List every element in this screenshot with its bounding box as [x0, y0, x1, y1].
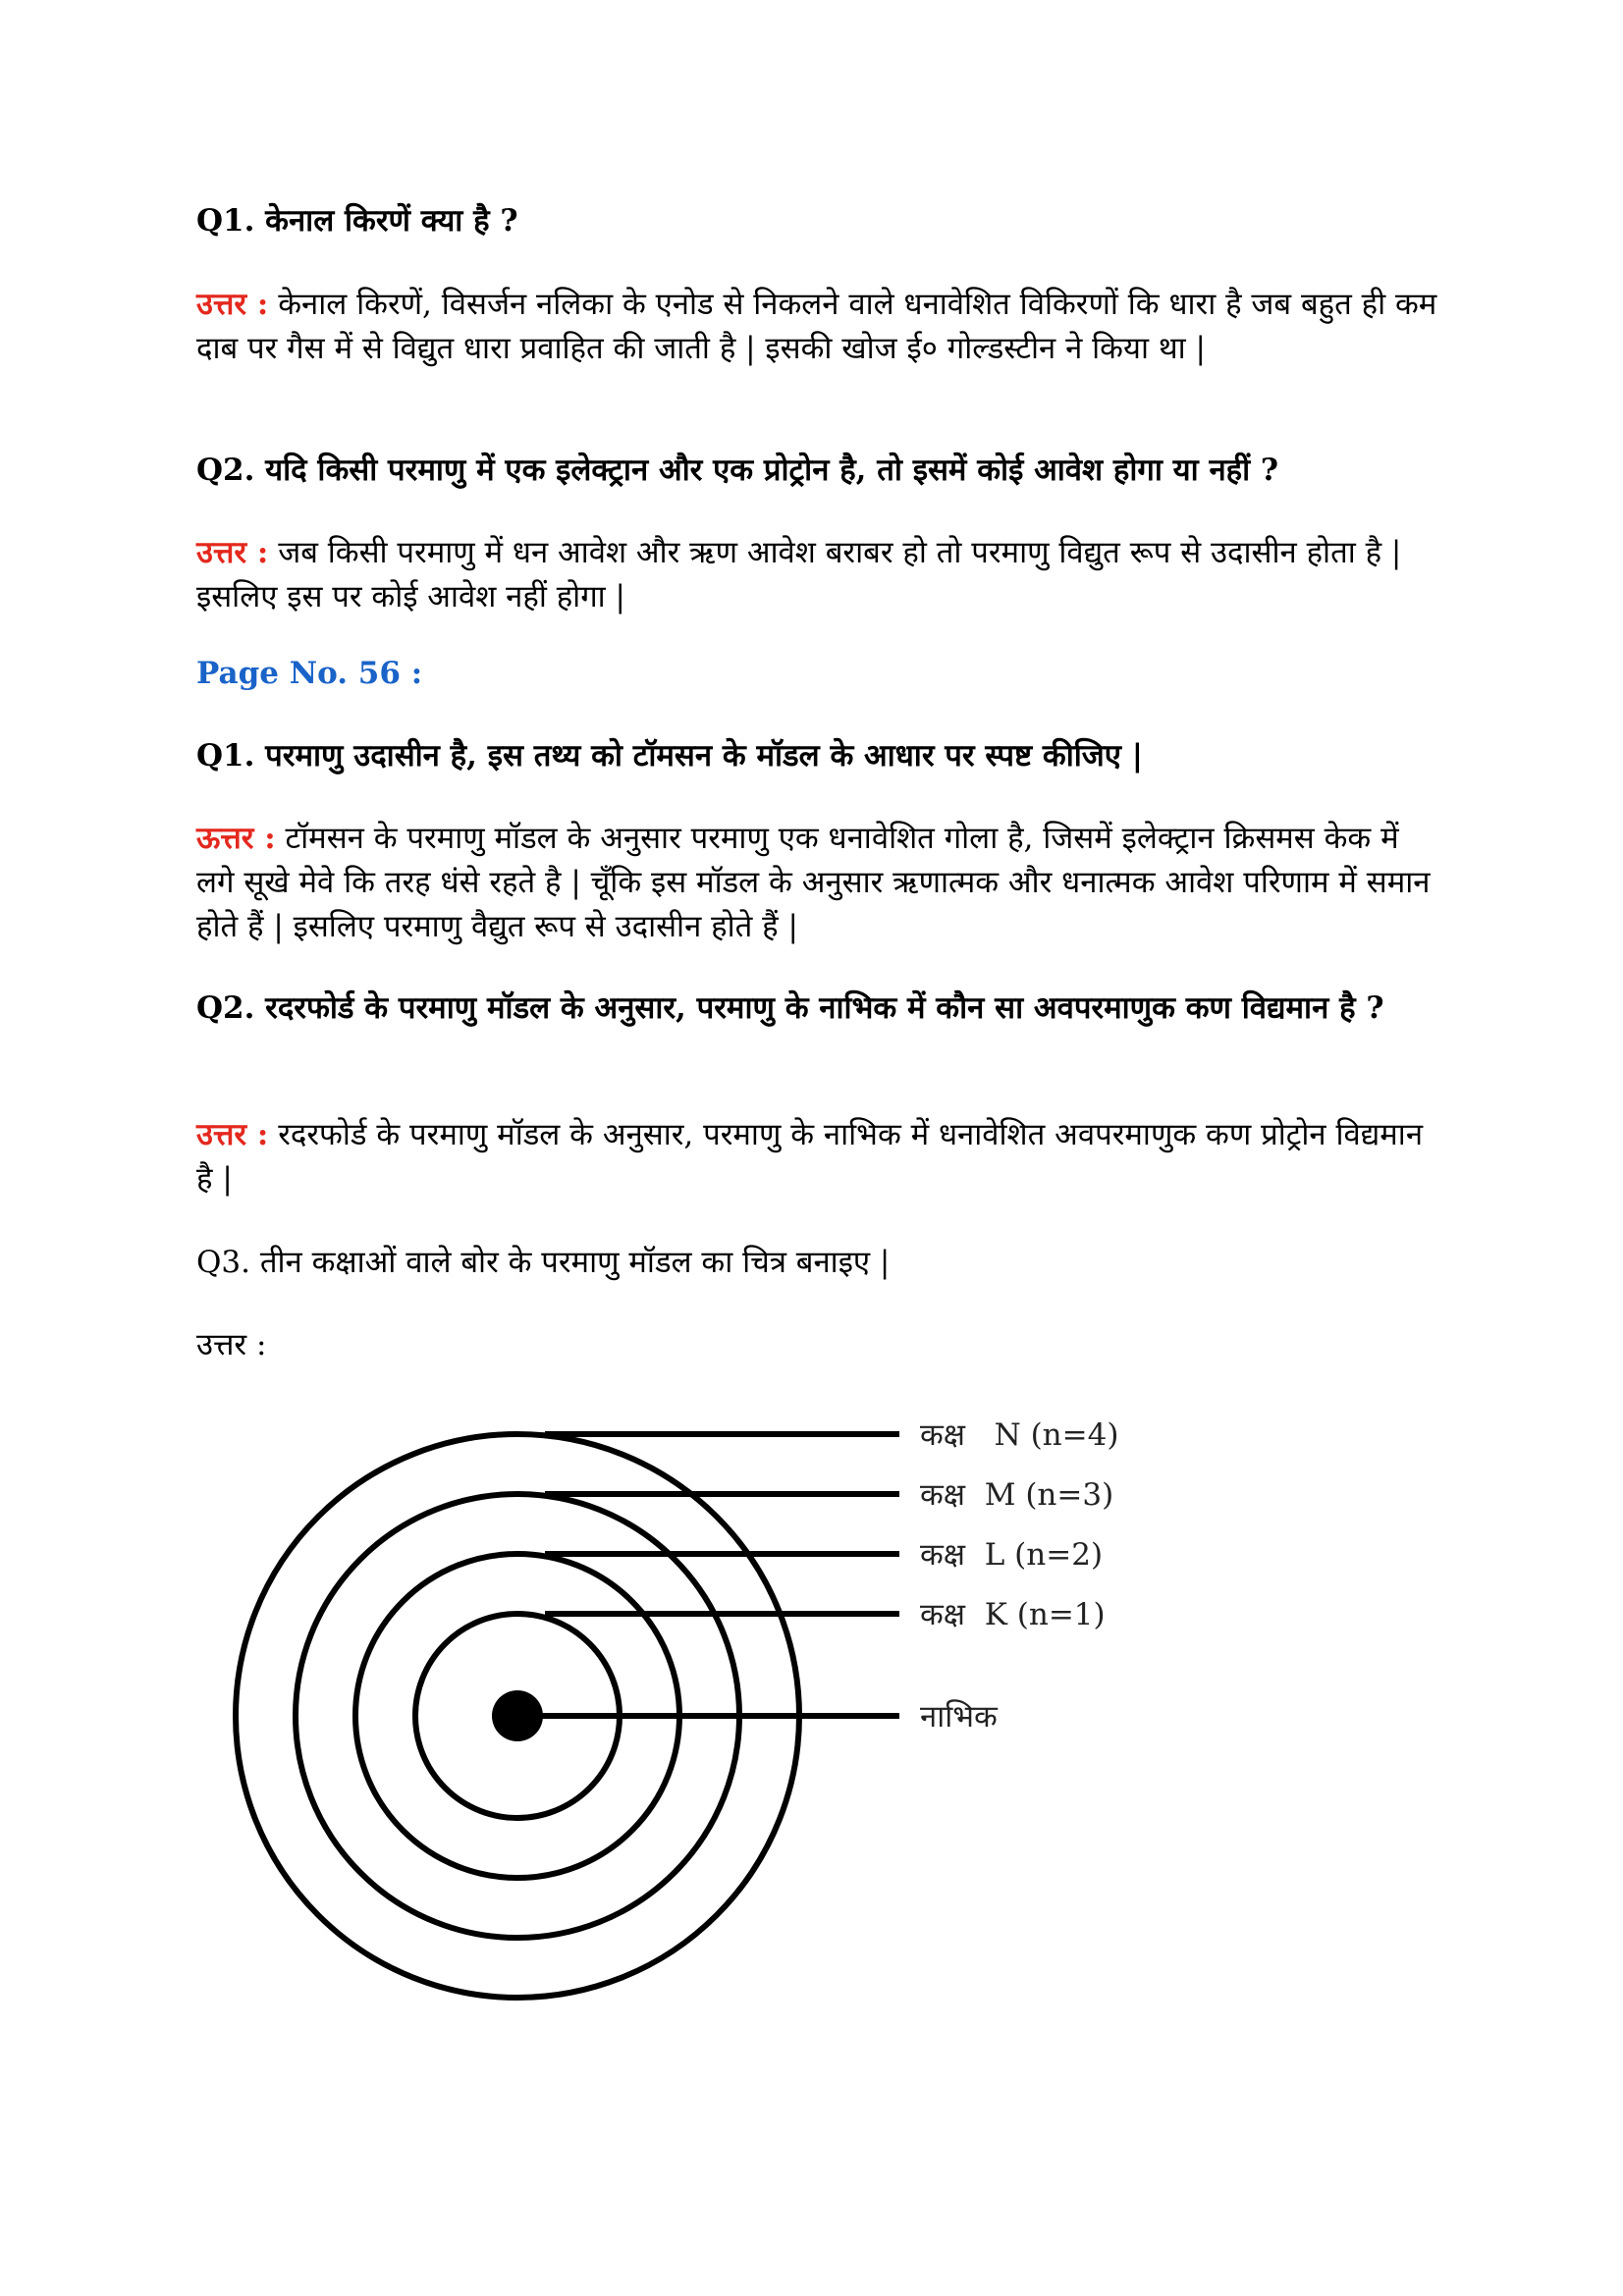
- label-orbit-n: कक्ष N (n=4): [920, 1417, 1119, 1453]
- label-orbit-l: कक्ष L (n=2): [920, 1537, 1104, 1573]
- leader-lines: [530, 1434, 899, 1716]
- answer-label: उत्तर :: [196, 1117, 269, 1152]
- answer-label: ऊत्तर :: [196, 821, 276, 856]
- question-p56-3: Q3. तीन कक्षाओं वाले बोर के परमाणु मॉडल का चित्र बनाइए |: [196, 1245, 891, 1280]
- answer-text: टॉमसन के परमाणु मॉडल के अनुसार परमाणु एक धनावेशित गोला है, जिसमें इलेक्ट्रान क्रिसमस केक में लगे सूखे मेवे कि तरह धंसे रहते है | चूँकि इस मॉडल के अनुसार ऋणात्मक और धनात्मक आवेश परिणाम में समान होते हैं | इसलिए परमाणु वैद्युत रूप से उदासीन होते हैं |: [196, 821, 1431, 944]
- answer-label: उत्तर :: [196, 535, 269, 570]
- page-number-heading: Page No. 56 :: [196, 656, 423, 691]
- answer-text: केनाल किरणें, विसर्जन नलिका के एनोड से निकलने वाले धनावेशित विकिरणों कि धारा है जब बहुत ही कम दाब पर गैस में से विद्युत धारा प्रवाहित की जाती है | इसकी खोज ई० गोल्डस्टीन ने किया था |: [196, 287, 1437, 366]
- label-nucleus: नाभिक: [920, 1699, 998, 1735]
- answer-label: उत्तर :: [196, 287, 269, 322]
- answer-p56-3-label: उत्तर :: [196, 1327, 267, 1362]
- question-p56-1: Q1. परमाणु उदासीन है, इस तथ्य को टॉमसन के मॉडल के आधार पर स्पष्ट कीजिए |: [196, 738, 1144, 774]
- question-2: Q2. यदि किसी परमाणु में एक इलेक्ट्रान और एक प्रोट्रोन है, तो इसमें कोई आवेश होगा या नहीं ?: [196, 453, 1279, 488]
- answer-text: जब किसी परमाणु में धन आवेश और ऋण आवेश बराबर हो तो परमाणु विद्युत रूप से उदासीन होता है | इसलिए इस पर कोई आवेश नहीं होगा |: [196, 535, 1402, 614]
- answer-text: रदरफोर्ड के परमाणु मॉडल के अनुसार, परमाणु के नाभिक में धनावेशित अवपरमाणुक कण प्रोट्रोन विद्यमान है |: [196, 1117, 1424, 1197]
- label-orbit-k: कक्ष K (n=1): [920, 1597, 1106, 1632]
- question-p56-2: Q2. रदरफोर्ड के परमाणु मॉडल के अनुसार, परमाणु के नाभिक में कौन सा अवपरमाणुक कण विद्यमान है ?: [196, 990, 1384, 1026]
- label-orbit-m: कक्ष M (n=3): [920, 1477, 1114, 1513]
- question-1: Q1. केनाल किरणें क्या है ?: [196, 203, 518, 239]
